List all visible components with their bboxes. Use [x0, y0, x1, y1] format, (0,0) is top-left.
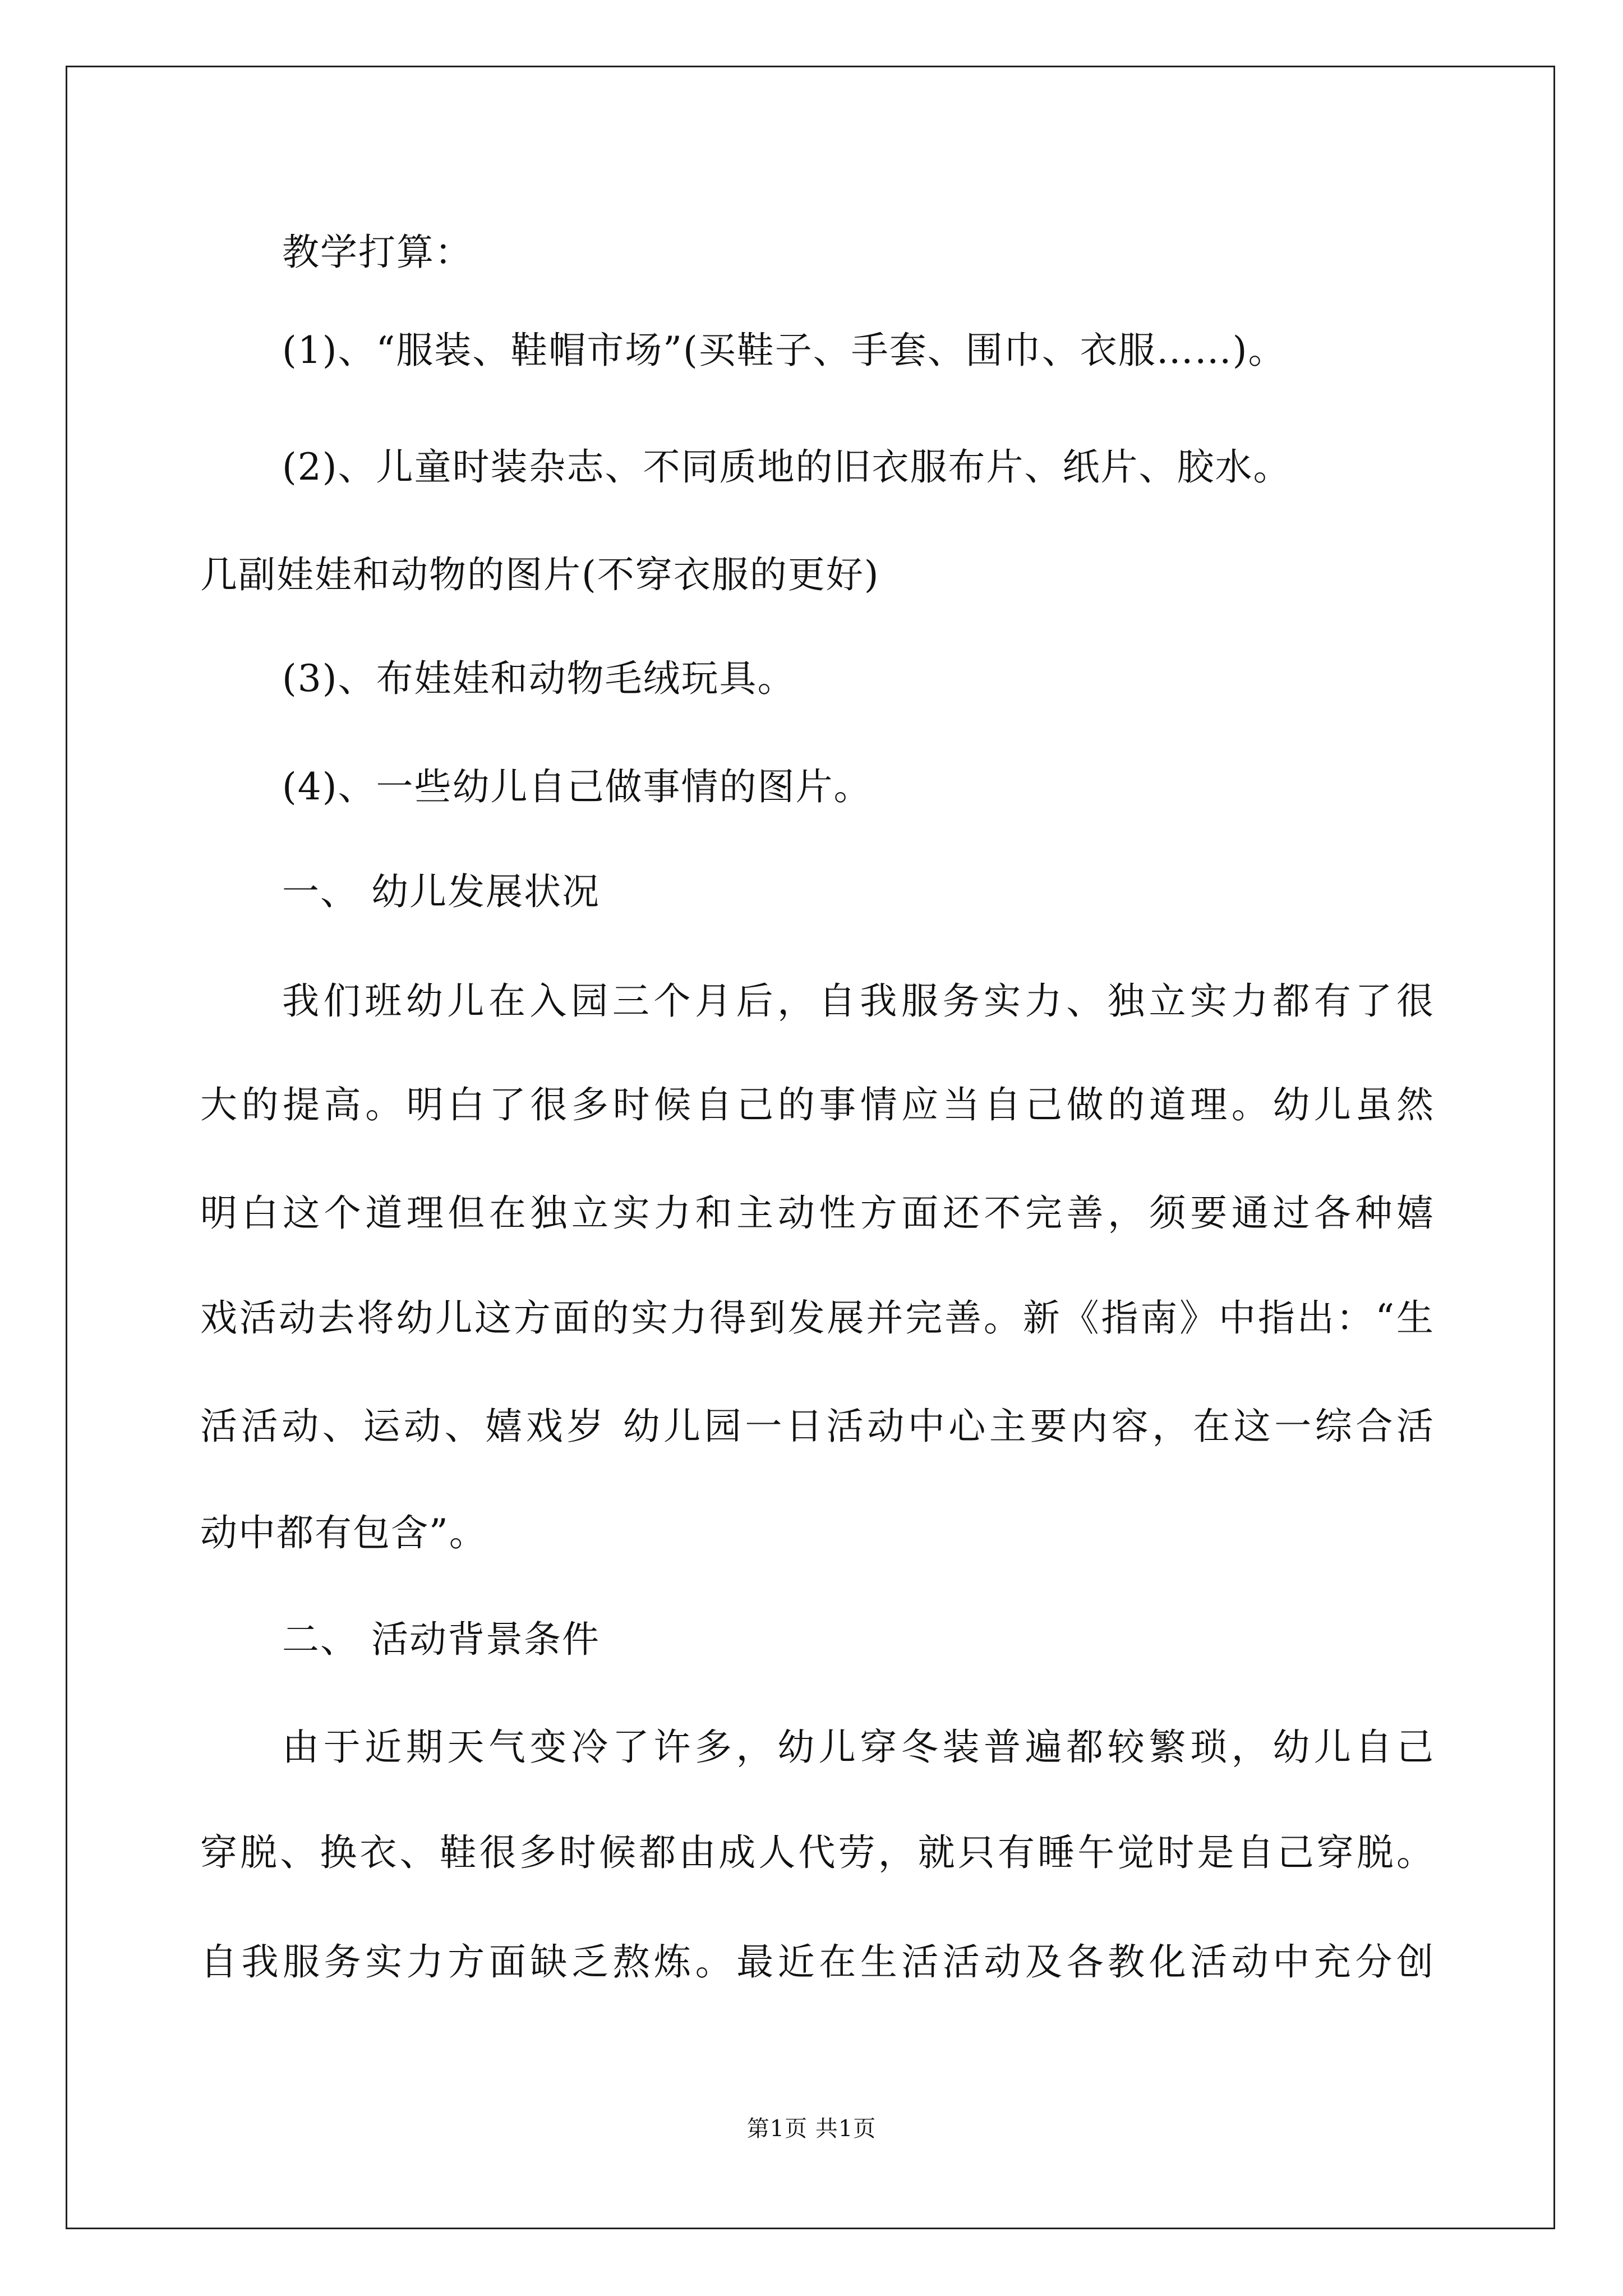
text-line: (2)、儿童时装杂志、不同质地的旧衣服布片、纸片、胶水。 — [282, 445, 1292, 489]
text-line: 大的提高。明白了很多时候自己的事情应当自己做的道理。幼儿虽然 — [200, 1083, 1435, 1126]
text-line: 几副娃娃和动物的图片(不穿衣服的更好) — [200, 553, 880, 596]
section-heading: 二、 活动背景条件 — [282, 1618, 600, 1661]
text-line: (1)、“服装、鞋帽市场”(买鞋子、手套、围巾、衣服……)。 — [282, 329, 1287, 372]
text-line: 自我服务实力方面缺乏熬炼。最近在生活活动及各教化活动中充分创 — [200, 1940, 1435, 1984]
text-line: 明白这个道理但在独立实力和主动性方面还不完善，须要通过各种嬉 — [200, 1191, 1435, 1235]
text-line: 我们班幼儿在入园三个月后，自我服务实力、独立实力都有了很 — [282, 979, 1435, 1023]
text-line: 动中都有包含”。 — [200, 1511, 487, 1554]
section-heading: 一、 幼儿发展状况 — [282, 870, 600, 913]
text-line: 由于近期天气变冷了许多，幼儿穿冬装普遍都较繁琐，幼儿自己 — [282, 1726, 1435, 1769]
text-line: 教学打算： — [282, 231, 473, 274]
text-line: 戏活动去将幼儿这方面的实力得到发展并完善。新《指南》中指出：“生 — [200, 1296, 1435, 1340]
page-border — [66, 66, 1555, 2229]
text-line: (4)、一些幼儿自己做事情的图片。 — [282, 765, 872, 808]
page-footer: 第1页 共1页 — [746, 2116, 877, 2142]
text-line: 穿脱、换衣、鞋很多时候都由成人代劳，就只有睡午觉时是自己穿脱。 — [200, 1831, 1435, 1874]
text-line: 活活动、运动、嬉戏岁 幼儿园一日活动中心主要内容，在这一综合活 — [200, 1405, 1435, 1448]
text-line: (3)、布娃娃和动物毛绒玩具。 — [282, 657, 796, 700]
